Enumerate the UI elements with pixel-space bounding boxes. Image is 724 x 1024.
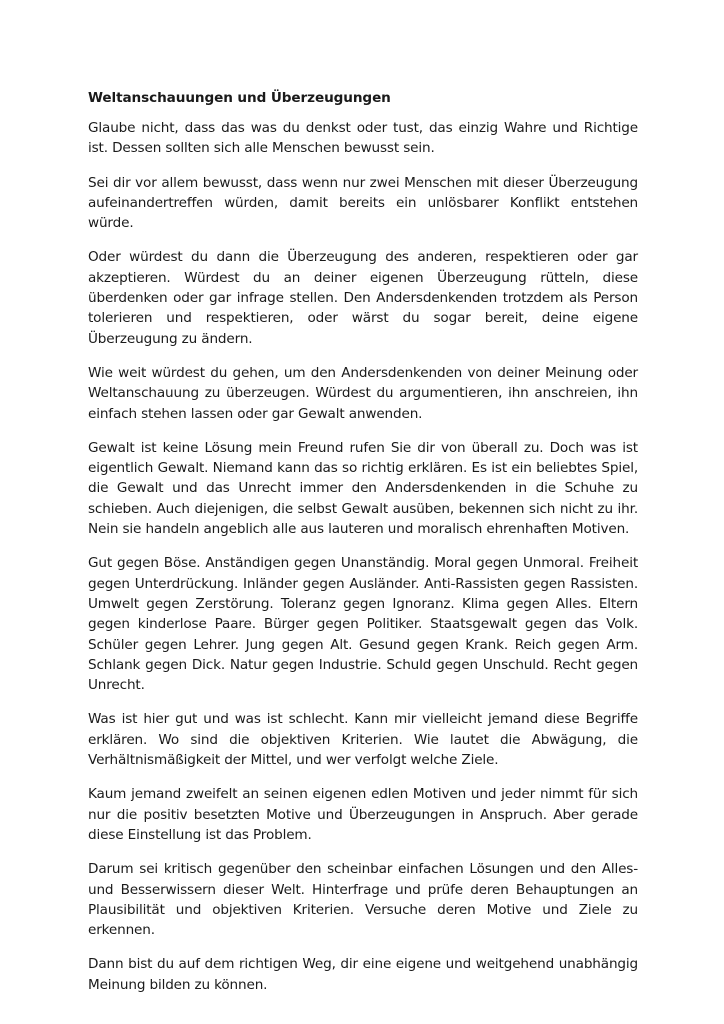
paragraph-8: Kaum jemand zweifelt an seinen eigenen edlen Motiven und jeder nimmt für sich nur die positiv besetzten Motive und Überzeugungen in Anspruch. Aber gerade diese Einstellung ist das Problem. bbox=[88, 786, 638, 843]
document-page bbox=[88, 88, 638, 1009]
paragraph-3: Oder würdest du dann die Überzeugung des anderen, respektieren oder gar akzeptieren. Würdest du an deiner eigenen Überzeugung rütteln, diese überdenken oder gar infrage stellen. Den Andersdenkenden trotzdem als Person tolerieren und respektieren, oder wärst du sogar bereit, deine eigene Überzeugung zu ändern. bbox=[88, 249, 638, 347]
paragraph-10: Dann bist du auf dem richtigen Weg, dir eine eigene und weitgehend unabhängig Meinung bilden zu können. bbox=[88, 956, 638, 993]
paragraph-7: Was ist hier gut und was ist schlecht. Kann mir vielleicht jemand diese Begriffe erklären. Wo sind die objektiven Kriterien. Wie lautet die Abwägung, die Verhältnismäßigkeit der Mittel, und wer verfolgt welche Ziele. bbox=[88, 711, 638, 769]
paragraph-6: Gut gegen Böse. Anständigen gegen Unanständig. Moral gegen Unmoral. Freiheit gegen Unterdrückung. Inländer gegen Ausländer. Anti-Rassisten gegen Rassisten. Umwelt gegen Zerstörung. Toleranz gegen Ignoranz. Klima gegen Alles. Eltern gegen kinderlose Paare. Bürger gegen Politiker. Staatsgewalt gegen das Volk. Schüler gegen Lehrer. Jung gegen Alt. Gesund gegen Krank. Reich gegen Arm. Schlank gegen Dick. Natur gegen Industrie. Schuld gegen Unschuld. Recht gegen Unrecht. bbox=[88, 555, 638, 694]
paragraph-1: Glaube nicht, dass das was du denkst oder tust, das einzig Wahre und Richtige ist. Dessen sollten sich alle Menschen bewusst sein. bbox=[88, 120, 638, 157]
paragraph-9: Darum sei kritisch gegenüber den scheinbar einfachen Lösungen und den Alles- und Besserwissern dieser Welt. Hinterfrage und prüfe deren Behauptungen an Plausibilität und objektiven Kriterien. Versuche deren Motive und Ziele zu erkennen. bbox=[88, 861, 638, 939]
paragraph-4: Wie weit würdest du gehen, um den Andersdenkenden von deiner Meinung oder Weltanschauung zu überzeugen. Würdest du argumentieren, ihn anschreien, ihn einfach stehen lassen oder gar Gewalt anwenden. bbox=[88, 364, 638, 422]
paragraph-5: Gewalt ist keine Lösung mein Freund rufen Sie dir von überall zu. Doch was ist eigentlich Gewalt. Niemand kann das so richtig erklären. Es ist ein beliebtes Spiel, die Gewalt und das Unrecht immer den Andersdenkenden in die Schuhe zu schieben. Auch diejenigen, die selbst Gewalt ausüben, bekennen sich nicht zu ihr. Nein sie handeln angeblich alle aus lauteren und moralisch ehrenhaften Motiven. bbox=[88, 439, 638, 538]
paragraph-2: Sei dir vor allem bewusst, dass wenn nur zwei Menschen mit dieser Überzeugung aufeinandertreffen würden, damit bereits ein unlösbarer Konflikt entstehen würde. bbox=[88, 174, 638, 232]
document-title: Weltanschauungen und Überzeugungen bbox=[88, 90, 391, 106]
